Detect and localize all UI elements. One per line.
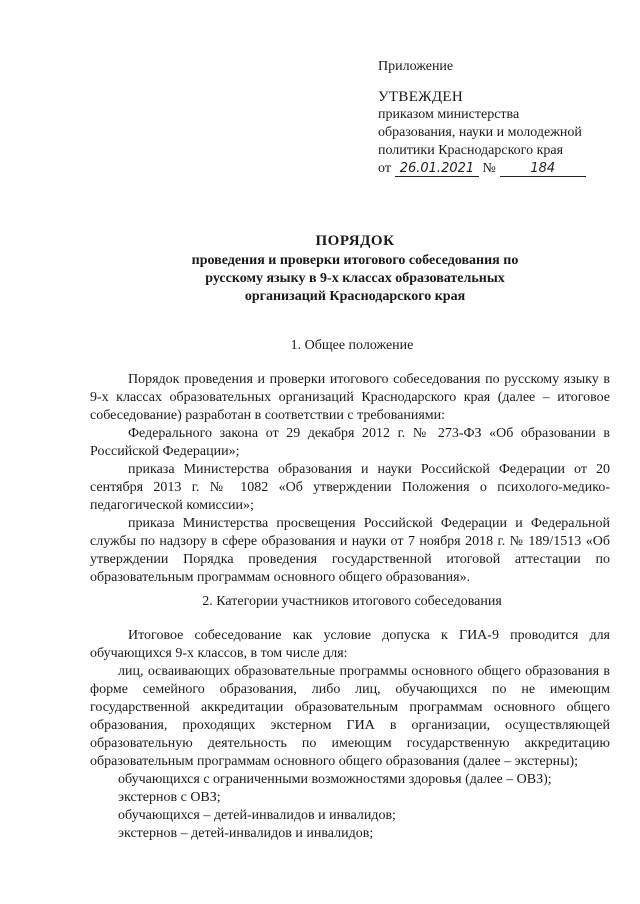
paragraph: Федерального закона от 29 декабря 2012 г. № 273-ФЗ «Об образовании в Российской Федерации»; [90,426,610,459]
title-line: организаций Краснодарского края [244,289,466,304]
approved-label: УТВЕЖДЕН [378,89,464,105]
handwritten-number: 184 [500,161,586,177]
paragraph: Итоговое собеседование как условие допуска к ГИА-9 проводится для обучающихся 9-х классов, в том числе для: [90,628,610,661]
section-2-body [90,627,610,843]
title-main: ПОРЯДОК [315,233,395,249]
list-item: экстернов – детей-инвалидов и инвалидов; [118,826,374,841]
title-line: русскому языку в 9-х классах образовательных [205,271,505,286]
section-1-heading: 1. Общее положение [290,338,414,353]
approval-line: образования, науки и молодежной [378,125,582,140]
appendix-label: Приложение [378,59,454,74]
paragraph: Порядок проведения и проверки итогового собеседования по русскому языку в 9-х классах образовательных организаций Краснодарского края (далее – итоговое собеседование) разработан в соответствии с требованиями: [90,372,610,423]
section-1-body [90,371,610,587]
document-title [150,232,560,306]
title-line: проведения и проверки итогового собеседования по [191,253,519,268]
list-item: обучающихся с ограниченными возможностями здоровья (далее – ОВЗ); [118,772,552,787]
paragraph: приказа Министерства образования и науки Российской Федерации от 20 сентября 2013 г. № 1082 «Об утверждении Положения о психолого-медико-педагогической комиссии»; [90,462,610,513]
number-prefix: № [482,161,496,176]
list-item: лиц, осваивающих образовательные программы основного общего образования в форме семейного образования, либо лиц, обучающихся по не имеющим государственной аккредитации образовательным программам основного общего образования, проходящих экстерном ГИА в организации, осуществляющей образовательную деятельность по имеющим государственную аккредитацию образовательным программам основного общего образования (далее – экстерны); [90,664,610,769]
handwritten-date: 26.01.2021 [395,161,479,177]
date-prefix: от [378,161,391,176]
approval-date-line [378,160,628,178]
section-2-heading: 2. Категории участников итогового собеседования [202,594,502,609]
approval-block [378,58,628,178]
approval-line: приказом министерства [378,107,520,122]
list-item: обучающихся – детей-инвалидов и инвалидов; [118,808,396,823]
list-item: экстернов с ОВЗ; [118,790,221,805]
paragraph: приказа Министерства просвещения Российской Федерации и Федеральной службы по надзору в сфере образования и науки от 7 ноября 2018 г. № 189/1513 «Об утверждении Порядка проведения государственной итоговой аттестации по образовательным программам основного общего образования». [90,516,610,585]
approval-line: политики Краснодарского края [378,143,564,158]
